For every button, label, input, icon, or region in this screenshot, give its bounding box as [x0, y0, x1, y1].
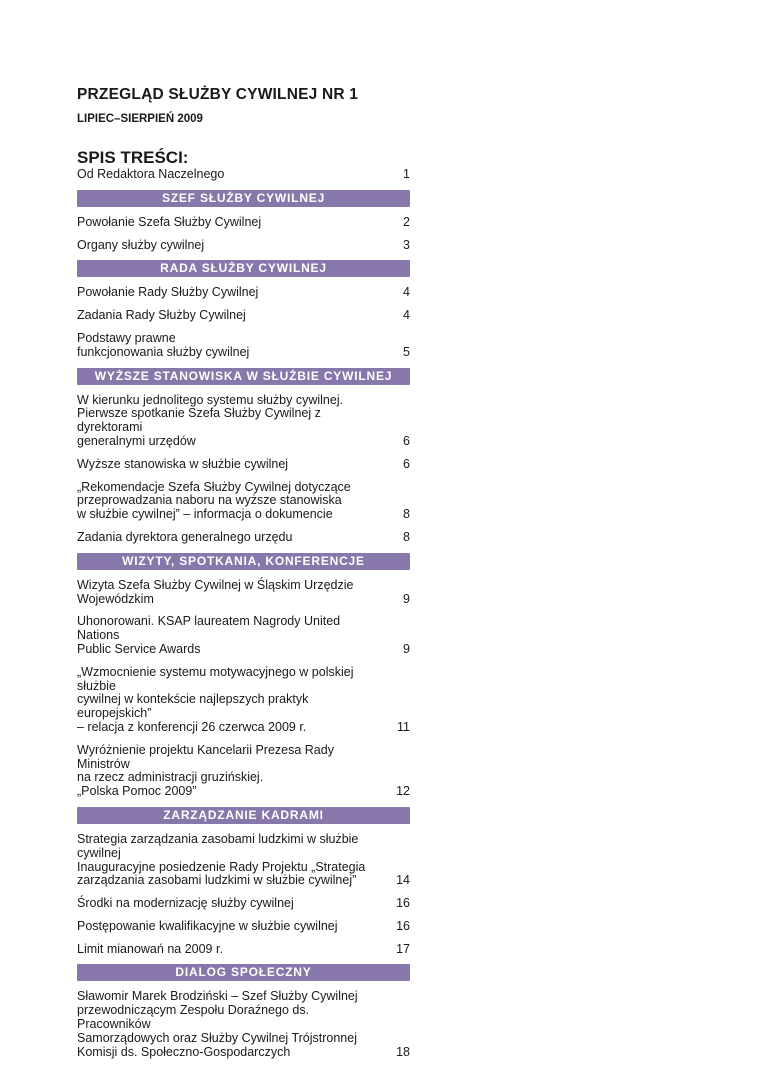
- toc-entry-page-number: 11: [397, 719, 410, 734]
- toc-entry-page-number: 1: [403, 167, 410, 181]
- toc-section-header: RADA SŁUŻBY CYWILNEJ: [77, 260, 410, 277]
- toc-entry[interactable]: [77, 392, 410, 457]
- toc-entry-title: Wizyta Szefa Służby Cywilnej w Śląskim Urzędzie Wojewódzkim: [77, 577, 354, 606]
- toc-entry[interactable]: [77, 214, 410, 238]
- toc-entry-page-number: 4: [403, 285, 410, 300]
- toc-entry[interactable]: [77, 284, 410, 308]
- toc-entry-page-number: 18: [396, 1044, 410, 1059]
- toc-entry[interactable]: [77, 614, 410, 664]
- toc-section-header: WIZYTY, SPOTKANIA, KONFERENCJE: [77, 553, 410, 570]
- toc-entry-title: Strategia zarządzania zasobami ludzkimi w służbie cywilnej Inauguracyjne posiedzenie Rady Projektu „Strategia zarządzania zasobami ludzkimi w służbie cywilnej”: [77, 831, 366, 888]
- toc-heading: SPIS TREŚCI:: [77, 148, 189, 167]
- toc-entry-page-number: 8: [403, 507, 410, 522]
- toc-entry-title: Organy służby cywilnej: [77, 237, 205, 252]
- publication-title: PRZEGLĄD SŁUŻBY CYWILNEJ NR 1: [77, 86, 359, 103]
- toc-entry-page-number: 12: [396, 784, 410, 799]
- toc-entry-page-number: 14: [396, 873, 410, 888]
- toc-entry[interactable]: [77, 530, 410, 553]
- toc-entry-title: Powołanie Rady Służby Cywilnej: [77, 285, 259, 300]
- toc-entry[interactable]: [77, 480, 410, 530]
- toc-entry-page-number: 3: [403, 237, 410, 252]
- toc-entry[interactable]: [77, 942, 410, 965]
- toc-entry-title: „Wzmocnienie systemu motywacyjnego w polskiej służbie cywilnej w kontekście najlepszych praktyk europejskich” – relacja z konferencji 26 czerwca 2009 r.: [77, 664, 354, 734]
- toc-entry-title: W kierunku jednolitego systemu służby cywilnej. Pierwsze spotkanie Szefa Służby Cywilnej z dyrektorami generalnymi urzędów: [77, 392, 344, 448]
- toc-entry-title: „Rekomendacje Szefa Służby Cywilnej dotyczące przeprowadzania naboru na wyższe stanowiska w służbie cywilnej” – informacja o dokumencie: [77, 479, 351, 522]
- toc-entry[interactable]: [77, 167, 410, 190]
- toc-entry[interactable]: [77, 238, 410, 261]
- toc-entry-page-number: 16: [396, 896, 410, 911]
- toc-entry[interactable]: [77, 331, 410, 368]
- toc-entry[interactable]: [77, 988, 410, 1067]
- table-of-contents: [77, 167, 410, 1067]
- toc-entry-title: Środki na modernizację służby cywilnej: [77, 896, 294, 911]
- toc-section-header: WYŻSZE STANOWISKA W SŁUŻBIE CYWILNEJ: [77, 368, 410, 385]
- toc-entry-title: Limit mianowań na 2009 r.: [77, 941, 223, 956]
- toc-entry-page-number: 2: [403, 214, 410, 229]
- toc-entry-title: Postępowanie kwalifikacyjne w służbie cywilnej: [77, 918, 338, 933]
- toc-entry-page-number: 16: [396, 918, 410, 933]
- toc-entry[interactable]: [77, 831, 410, 896]
- toc-entry-title: Wyższe stanowiska w służbie cywilnej: [77, 456, 289, 471]
- toc-entry-title: Sławomir Marek Brodziński – Szef Służby Cywilnej przewodniczącym Zespołu Doraźnego ds. Pracowników Samorządowych oraz Służby Cywilnej Trójstronnej Komisji ds. Społeczno-Gospodarczych: [77, 989, 358, 1059]
- toc-entry-page-number: 17: [396, 941, 410, 956]
- toc-entry-page-number: 6: [403, 456, 410, 471]
- toc-entry[interactable]: [77, 919, 410, 942]
- toc-entry-page-number: 6: [403, 433, 410, 448]
- toc-entry[interactable]: [77, 577, 410, 615]
- toc-section-header: SZEF SŁUŻBY CYWILNEJ: [77, 190, 410, 207]
- toc-entry-title: Wyróżnienie projektu Kancelarii Prezesa Rady Ministrów na rzecz administracji gruzińskiej. „Polska Pomoc 2009”: [77, 742, 334, 799]
- toc-entry-title: Zadania dyrektora generalnego urzędu: [77, 529, 293, 544]
- toc-entry-page-number: 4: [403, 308, 410, 323]
- toc-entry-page-number: 5: [403, 344, 410, 359]
- toc-entry-page-number: 9: [403, 591, 410, 606]
- toc-entry[interactable]: [77, 896, 410, 919]
- toc-entry-page-number: 9: [403, 641, 410, 656]
- toc-section-header: DIALOG SPOŁECZNY: [77, 964, 410, 981]
- issue-date: LIPIEC–SIERPIEŃ 2009: [77, 113, 203, 125]
- toc-entry-title: Podstawy prawne funkcjonowania służby cywilnej: [77, 330, 250, 359]
- toc-entry-title: Zadania Rady Służby Cywilnej: [77, 308, 246, 323]
- toc-entry-title: Od Redaktora Naczelnego: [77, 167, 225, 181]
- toc-entry[interactable]: [77, 665, 410, 743]
- toc-entry[interactable]: [77, 457, 410, 480]
- toc-entry[interactable]: [77, 743, 410, 807]
- toc-entry-title: Powołanie Szefa Służby Cywilnej: [77, 214, 262, 229]
- toc-section-header: ZARZĄDZANIE KADRAMI: [77, 807, 410, 824]
- toc-entry[interactable]: [77, 308, 410, 331]
- toc-entry-page-number: 8: [403, 529, 410, 544]
- toc-entry-title: Uhonorowani. KSAP laureatem Nagrody United Nations Public Service Awards: [77, 614, 341, 656]
